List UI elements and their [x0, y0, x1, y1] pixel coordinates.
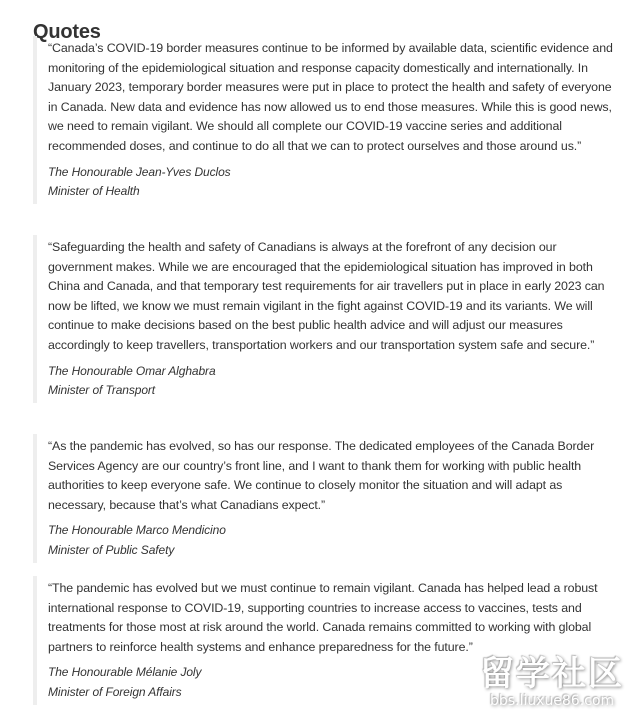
quote-text: “As the pandemic has evolved, so has our response. The dedicated employees of the Canada Border Services Agency are our country’s front line, and I want to thank them for working with public health authorities to keep everyone safe. We continue to closely monitor the situation and will adapt as necessary, because that’s what Canadians expect.” — [48, 439, 595, 512]
speaker-role: Minister of Transport — [48, 383, 156, 398]
quote-block-health — [33, 36, 621, 204]
quote-block-transport — [33, 235, 621, 403]
quote-attribution — [48, 663, 621, 704]
quote-text: “The pandemic has evolved but we must continue to remain vigilant. Canada has helped lead a robust international response to COVID-19, supporting countries to increase access to vaccines, tests and treatments for those most at risk around the world. Canada remains committed to working with global partners to reinforce health systems and enhance preparedness for the future.” — [48, 581, 598, 654]
quote-attribution — [48, 521, 621, 562]
speaker-name: The Honourable Mélanie Joly — [48, 665, 202, 680]
quote-block-foreign-affairs — [33, 576, 621, 705]
speaker-name: The Honourable Jean-Yves Duclos — [48, 164, 231, 179]
quote-block-public-safety — [33, 434, 621, 563]
watermark-url: bbs.liuxue86.com — [489, 693, 615, 709]
quote-attribution — [48, 163, 621, 204]
speaker-name: The Honourable Marco Mendicino — [48, 523, 226, 538]
section-title: Quotes — [33, 20, 101, 43]
speaker-role: Minister of Foreign Affairs — [48, 684, 182, 699]
speaker-role: Minister of Health — [48, 184, 140, 199]
quote-attribution — [48, 362, 621, 403]
quote-text: “Safeguarding the health and safety of Canadians is always at the forefront of any decision our government makes. While we are encouraged that the epidemiological situation has improved in both China and Canada, and that temporary test requirements for air travellers put in place in early 2023 can now be lifted, we know we must remain vigilant in the fight against COVID-19 and its variants. We will continue to make decisions based on the best public health advice and will adjust our measures accordingly to keep travellers, transportation workers and our transportation system safe and secure.” — [48, 240, 605, 352]
watermark-brand: 留学社区 — [480, 654, 624, 694]
speaker-name: The Honourable Omar Alghabra — [48, 363, 216, 378]
quote-text: “Canada’s COVID-19 border measures continue to be informed by available data, scientific evidence and monitoring of the epidemiological situation and response capacity domestically and internationally. In January 2023, temporary border measures were put in place to protect the health and safety of everyone in Canada. New data and evidence has now allowed us to end those measures. While this is good news, we need to remain vigilant. We should all complete our COVID-19 vaccine series and additional recommended doses, and continue to do all that we can to protect ourselves and those around us.” — [48, 41, 613, 153]
speaker-role: Minister of Public Safety — [48, 542, 175, 557]
